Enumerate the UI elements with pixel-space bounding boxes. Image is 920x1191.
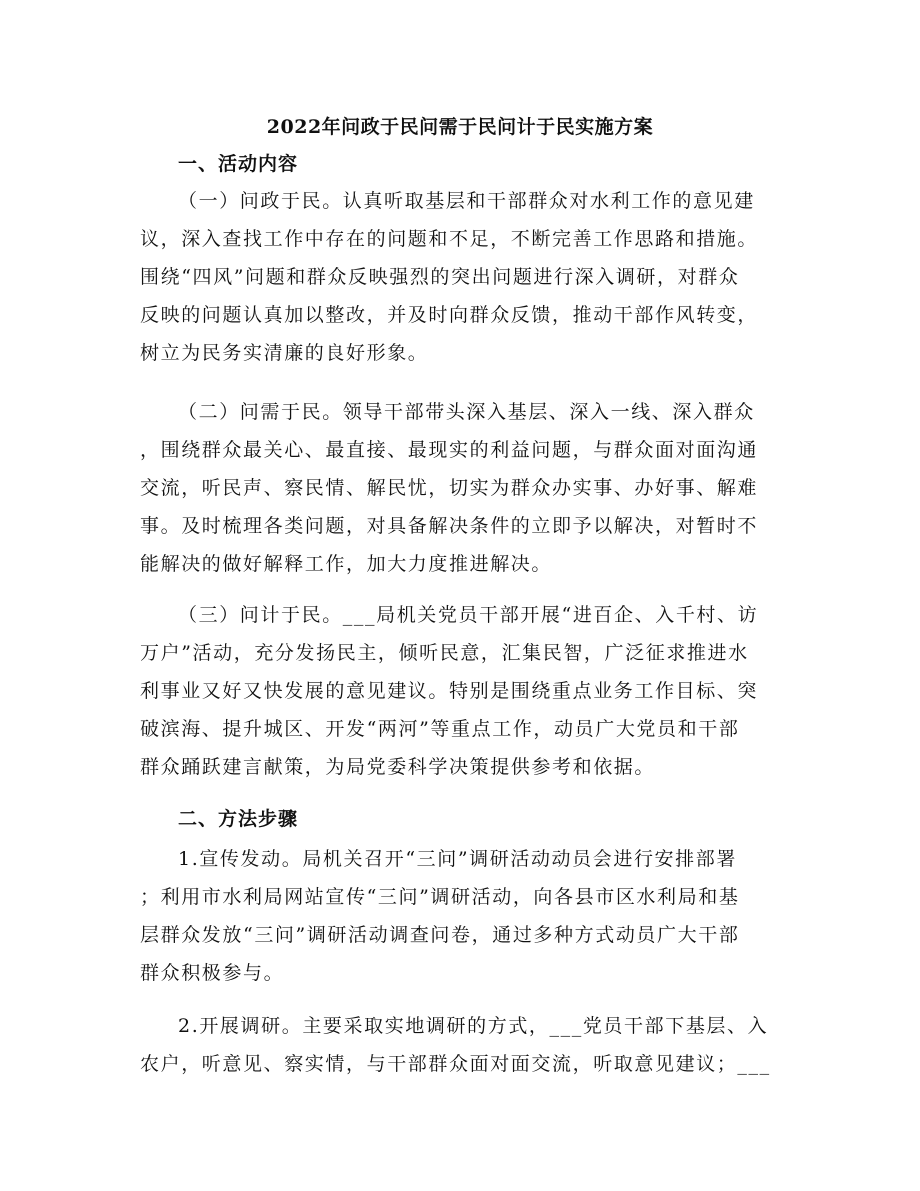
document-title: 2022年问政于民问需于民问计于民实施方案	[266, 116, 654, 138]
paragraph-line: 群众踊跃建言献策，为局党委科学决策提供参考和依据。	[140, 756, 656, 778]
paragraph-line: ，围绕群众最关心、最直接、最现实的利益问题，与群众面对面沟通	[140, 439, 759, 461]
paragraph-line: 1.宣传发动。局机关召开“三问”调研活动动员会进行安排部署	[178, 848, 737, 870]
section-heading-activity-content: 一、活动内容	[178, 153, 299, 175]
paragraph-line: 围绕“四风”问题和群众反映强烈的突出问题进行深入调研，对群众	[140, 266, 740, 288]
paragraph-line: 破滨海、提升城区、开发“两河”等重点工作，动员广大党员和干部	[140, 718, 740, 740]
paragraph-line: （二）问需于民。领导干部带头深入基层、深入一线、深入群众	[178, 401, 755, 423]
paragraph-line: ；利用市水利局网站宣传“三问”调研活动，向各县市区水利局和基	[140, 886, 740, 908]
paragraph-line: （三）问计于民。___局机关党员干部开展“进百企、入千村、访	[178, 604, 759, 626]
paragraph-line: 2.开展调研。主要采取实地调研的方式，___党员干部下基层、入	[178, 1015, 769, 1037]
paragraph-line: 农户，听意见、察实情，与干部群众面对面交流，听取意见建议；___	[140, 1053, 771, 1075]
paragraph-line: 群众积极参与。	[140, 962, 285, 984]
paragraph-line: 反映的问题认真加以整改，并及时向群众反馈，推动干部作风转变，	[140, 304, 759, 326]
paragraph-line: 交流，听民声、察民情、解民忧，切实为群众办实事、办好事、解难	[140, 477, 759, 499]
paragraph-line: 利事业又好又快发展的意见建议。特别是围绕重点业务工作目标、突	[140, 680, 759, 702]
section-heading-method-steps: 二、方法步骤	[178, 808, 299, 830]
paragraph-line: 树立为民务实清廉的良好形象。	[140, 342, 429, 364]
paragraph-line: （一）问政于民。认真听取基层和干部群众对水利工作的意见建	[178, 190, 755, 212]
paragraph-line: 议，深入查找工作中存在的问题和不足，不断完善工作思路和措施。	[140, 228, 759, 250]
paragraph-line: 事。及时梳理各类问题，对具备解决条件的立即予以解决，对暂时不	[140, 515, 759, 537]
paragraph-line: 万户”活动，充分发扬民主，倾听民意，汇集民智，广泛征求推进水	[140, 642, 749, 664]
paragraph-line: 能解决的做好解释工作，加大力度推进解决。	[140, 553, 553, 575]
paragraph-line: 层群众发放“三问”调研活动调查问卷，通过多种方式动员广大干部	[140, 924, 740, 946]
